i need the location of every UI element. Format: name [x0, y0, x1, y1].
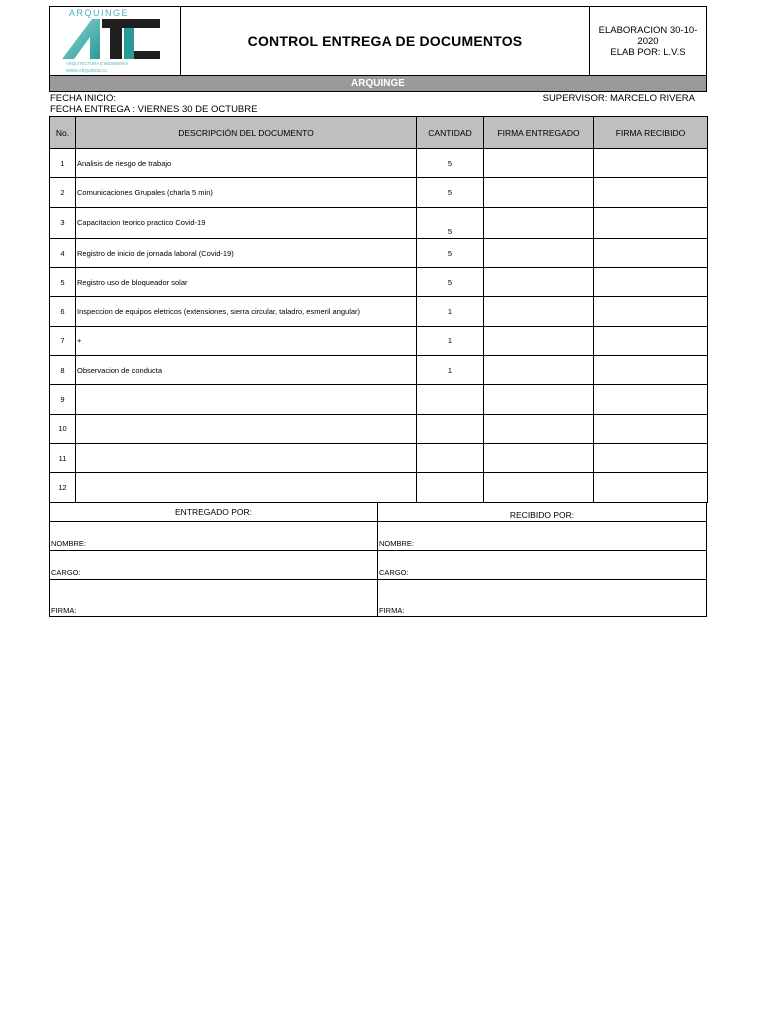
documents-table [49, 116, 708, 503]
cargo-label: CARGO: [379, 567, 409, 577]
firma-entregado-cell[interactable] [484, 297, 594, 326]
recibido-cargo-field[interactable] [378, 551, 707, 580]
table-row [50, 356, 708, 385]
row-description: Comunicaciones Grupales (charla 5 min) [76, 178, 417, 207]
firma-recibido-cell[interactable] [594, 443, 708, 472]
table-row [50, 414, 708, 443]
document-meta [589, 7, 706, 75]
firma-recibido-cell[interactable] [594, 297, 708, 326]
row-description: Capacitacion teorico practico Covid-19 [76, 207, 417, 238]
signature-gap [378, 580, 707, 590]
nombre-label: NOMBRE: [379, 538, 415, 548]
row-number: 9 [50, 385, 76, 414]
table-row [50, 443, 708, 472]
firma-recibido-cell[interactable] [594, 268, 708, 297]
arquinge-logo [50, 7, 181, 75]
recibido-firma-field[interactable] [378, 590, 707, 617]
firma-recibido-cell[interactable] [594, 356, 708, 385]
logo-graphic [50, 7, 180, 75]
row-quantity[interactable] [417, 414, 484, 443]
row-quantity: 1 [417, 297, 484, 326]
info-block [49, 92, 707, 116]
row-description[interactable] [76, 385, 417, 414]
row-quantity: 5 [417, 178, 484, 207]
row-number: 4 [50, 238, 76, 267]
firma-label: FIRMA: [51, 605, 77, 615]
firma-entregado-cell[interactable] [484, 178, 594, 207]
meta-author: ELAB POR: L.V.S [610, 46, 686, 58]
entregado-por-heading: ENTREGADO POR: [49, 503, 378, 522]
row-quantity: 5 [417, 238, 484, 267]
firma-entregado-cell[interactable] [484, 356, 594, 385]
table-header-row [50, 117, 708, 149]
row-description: Analisis de riesgo de trabajo [76, 149, 417, 178]
firma-label: FIRMA: [379, 605, 405, 615]
row-quantity[interactable] [417, 443, 484, 472]
firma-recibido-cell[interactable] [594, 238, 708, 267]
row-quantity: 5 [417, 207, 484, 238]
supervisor-label: SUPERVISOR: MARCELO RIVERA [542, 93, 695, 104]
entregado-nombre-field[interactable] [49, 522, 378, 551]
header-box [49, 6, 707, 76]
table-row [50, 149, 708, 178]
logo-website: WWW.ARQUINGE.CL [66, 68, 108, 73]
row-description: + [76, 326, 417, 355]
row-number: 8 [50, 356, 76, 385]
row-number: 7 [50, 326, 76, 355]
row-number: 3 [50, 207, 76, 238]
row-number: 10 [50, 414, 76, 443]
row-quantity: 1 [417, 356, 484, 385]
company-bar: ARQUINGE [49, 76, 707, 92]
col-header-descripcion: DESCRIPCIÓN DEL DOCUMENTO [76, 117, 417, 149]
table-row [50, 268, 708, 297]
nombre-label: NOMBRE: [51, 538, 87, 548]
col-header-cantidad: CANTIDAD [417, 117, 484, 149]
row-quantity[interactable] [417, 385, 484, 414]
recibido-nombre-field[interactable] [378, 522, 707, 551]
firma-recibido-cell[interactable] [594, 414, 708, 443]
row-quantity[interactable] [417, 473, 484, 502]
document-title: CONTROL ENTREGA DE DOCUMENTOS [247, 33, 523, 49]
row-number: 1 [50, 149, 76, 178]
row-description: Observacion de conducta [76, 356, 417, 385]
firma-entregado-cell[interactable] [484, 414, 594, 443]
firma-entregado-cell[interactable] [484, 443, 594, 472]
logo-tagline: ARQUITECTURA E INGENIERIA [66, 61, 129, 66]
firma-recibido-cell[interactable] [594, 178, 708, 207]
signature-gap [49, 580, 378, 590]
entregado-firma-field[interactable] [49, 590, 378, 617]
firma-entregado-cell[interactable] [484, 385, 594, 414]
col-header-firma-recibido: FIRMA RECIBIDO [594, 117, 708, 149]
col-header-firma-entregado: FIRMA ENTREGADO [484, 117, 594, 149]
row-quantity: 1 [417, 326, 484, 355]
col-header-no: No. [50, 117, 76, 149]
row-number: 12 [50, 473, 76, 502]
entregado-cargo-field[interactable] [49, 551, 378, 580]
row-quantity: 5 [417, 268, 484, 297]
table-row [50, 326, 708, 355]
firma-entregado-cell[interactable] [484, 326, 594, 355]
table-row [50, 207, 708, 238]
table-row [50, 385, 708, 414]
row-description: Inspeccion de equipos eletricos (extensiones, sierra circular, taladro, esmeril angular) [76, 297, 417, 326]
firma-entregado-cell[interactable] [484, 149, 594, 178]
table-row [50, 238, 708, 267]
firma-recibido-cell[interactable] [594, 149, 708, 178]
fecha-entrega-label: FECHA ENTREGA : VIERNES 30 DE OCTUBRE [50, 104, 258, 115]
row-number: 2 [50, 178, 76, 207]
firma-recibido-cell[interactable] [594, 326, 708, 355]
firma-entregado-cell[interactable] [484, 268, 594, 297]
row-number: 6 [50, 297, 76, 326]
document-sheet [49, 6, 707, 617]
recibido-por-heading: RECIBIDO POR: [378, 503, 707, 522]
table-row [50, 297, 708, 326]
firma-recibido-cell[interactable] [594, 473, 708, 502]
meta-year: 2020 [637, 35, 659, 47]
row-number: 5 [50, 268, 76, 297]
row-description[interactable] [76, 414, 417, 443]
row-description[interactable] [76, 443, 417, 472]
table-row [50, 473, 708, 502]
firma-recibido-cell[interactable] [594, 385, 708, 414]
firma-entregado-cell[interactable] [484, 473, 594, 502]
row-description: Registro uso de bloqueador solar [76, 268, 417, 297]
firma-recibido-cell[interactable] [594, 207, 708, 238]
signature-section [49, 503, 707, 617]
meta-elaboracion: ELABORACION 30-10- [598, 24, 698, 36]
row-number: 11 [50, 443, 76, 472]
firma-entregado-cell[interactable] [484, 238, 594, 267]
row-description: Registro de inicio de jornada laboral (Covid-19) [76, 238, 417, 267]
table-row [50, 178, 708, 207]
row-quantity: 5 [417, 149, 484, 178]
row-description[interactable] [76, 473, 417, 502]
logo-brand-text: ARQUINGE [69, 8, 130, 18]
firma-entregado-cell[interactable] [484, 207, 594, 238]
cargo-label: CARGO: [51, 567, 81, 577]
fecha-inicio-label: FECHA INICIO: [50, 93, 116, 104]
